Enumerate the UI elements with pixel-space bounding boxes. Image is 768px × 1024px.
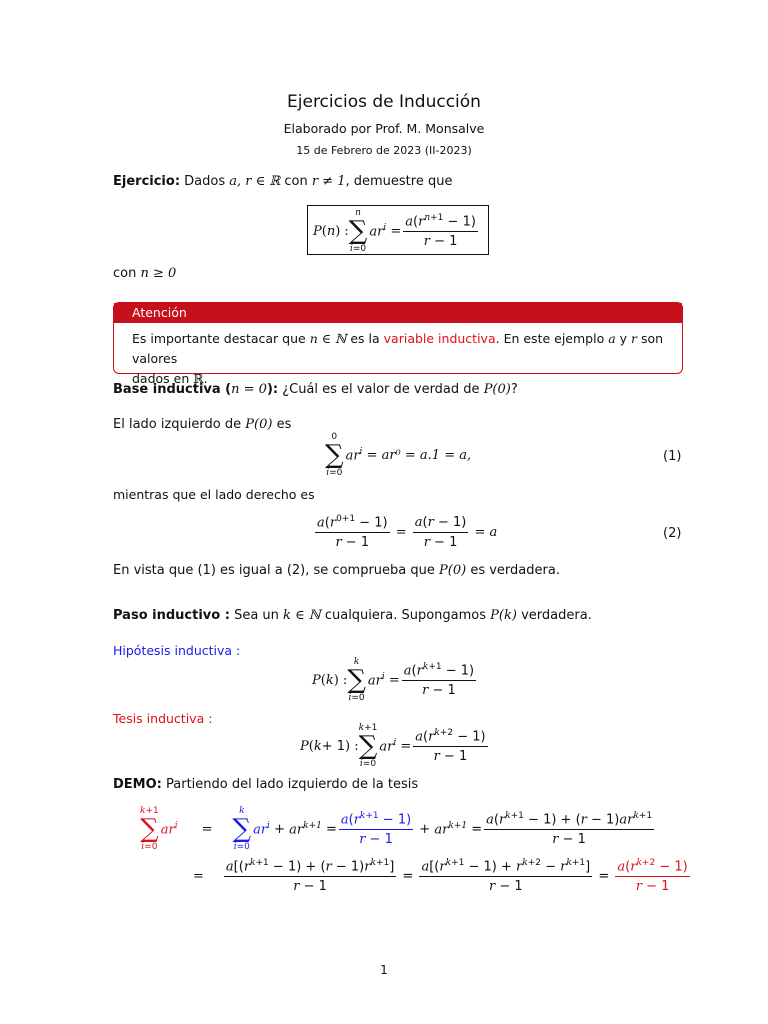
attention-body: Es importante destacar que n ∈ ℕ es la variable inductiva. En este ejemplo a y r son valores dados en ℝ.: [132, 331, 664, 386]
exercise-math-a: a, r ∈ ℝ: [229, 174, 281, 189]
exercise-text-a: Dados: [184, 174, 226, 189]
exercise-statement: [113, 174, 452, 189]
thesis-label: Tesis inductiva :: [113, 711, 213, 726]
variable-inductiva-highlight: variable inductiva: [383, 331, 496, 346]
exercise-math-b: r ≠ 1: [311, 174, 346, 189]
equation-1: 0 ∑ i=0 $ar^i$ = ar⁰ = a.1 = a,: [325, 432, 472, 478]
date-line: 15 de Febrero de 2023 (II-2023): [296, 144, 472, 157]
condition-line: con n ≥ 0: [113, 266, 177, 281]
base-conclusion: En vista que (1) es igual a (2), se comprueba que P(0) es verdadera.: [113, 563, 560, 578]
step-heading: Paso inductivo : Sea un k ∈ ℕ cualquiera. Supongamos P(k) verdadera.: [113, 608, 592, 623]
equation-1-number: (1): [663, 449, 682, 464]
author-line: Elaborado por Prof. M. Monsalve: [283, 121, 485, 136]
page-title: Ejercicios de Inducción: [287, 92, 481, 112]
hypothesis-formula: P ( k ) : k ∑ i=0 $ar^i$ = $\frac{a(r^{k+1} - 1)}{r - 1}$: [312, 657, 475, 703]
thesis-formula: P ( k + 1 ) : k+1 ∑ i=0 $ar^i$ = $\frac{a(r^{k+2} - 1)}{r - 1}$: [300, 723, 486, 769]
demo-line-2: = $\frac{a[(r^{k+1} - 1) + (r - 1)r^{k+1}]}{r - 1}$ = $\frac{a[(r^{k+1} - 1) + r^{k+2} - r^{k+1}]}{r - 1}$ = $\frac{a(r^{k+2} - 1)}{r - 1}$: [193, 858, 688, 895]
exercise-text-c: , demuestre que: [345, 174, 453, 189]
attention-box: [113, 302, 683, 386]
demo-line-1: k+1 ∑ i=0 $ar^i$ = k ∑ i=0 $ar^i$ + $ar^{k+1}$ = $\frac{a(r^{k+1} - 1)}{r - 1}$ + $ar^{k+1}$ = $\frac{a(r^{k+1} - 1) + (r - 1)ar^{k+1}}{r - 1}$: [140, 806, 653, 852]
exercise-label: Ejercicio:: [113, 174, 181, 189]
page-number: 1: [380, 963, 388, 977]
base-heading: Base inductiva ( n = 0 ): ¿Cuál es el valor de verdad de P(0) ?: [113, 382, 518, 397]
exercise-text-b: con: [284, 174, 308, 189]
right-side-intro: mientras que el lado derecho es: [113, 487, 315, 502]
equation-2-number: (2): [663, 526, 682, 541]
left-side-intro: El lado izquierdo de P(0) es: [113, 417, 292, 432]
attention-header: Atención: [114, 303, 682, 323]
boxed-formula: P ( n ) : n ∑ i=0 $ar^i$ = $\frac{a(r^{n+1} - 1)}{r - 1}$: [307, 205, 489, 255]
demo-heading: DEMO: Partiendo del lado izquierdo de la tesis: [113, 777, 419, 792]
equation-2: $\frac{a(r^{0+1} - 1)}{r - 1}$ = $\frac{a(r - 1)}{r - 1}$ = a: [317, 514, 498, 551]
hypothesis-label: Hipótesis inductiva :: [113, 643, 241, 658]
